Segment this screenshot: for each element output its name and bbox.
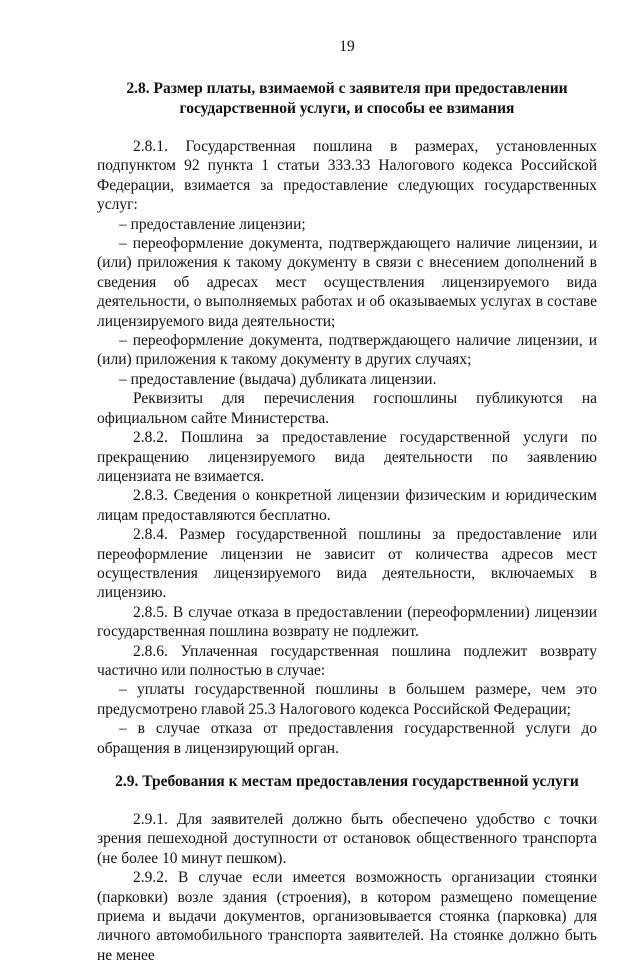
section-2-9-body bbox=[97, 810, 597, 965]
page-number: 19 bbox=[339, 38, 355, 55]
section-heading-2-8: 2.8. Размер платы, взимаемой с заявителя при предоставлении государственной услуги, и способы ее взимания bbox=[126, 80, 568, 117]
paragraph-2-9-2: 2.9.2. В случае если имеется возможность организации стоянки (парковки) возле здания (строения), в котором размещено помещение приема и выдачи документов, организовывается стоянка (парковка) для личного автомобильного транспорта заявителей. На стоянке должно быть не менее bbox=[97, 869, 597, 964]
paragraph-2-9-1: 2.9.1. Для заявителей должно быть обеспечено удобство с точки зрения пешеходной доступности от остановок общественного транспорта (не более 10 минут пешком). bbox=[97, 811, 597, 867]
paragraph-2-8-2: 2.8.2. Пошлина за предоставление государственной услуги по прекращению лицензируемого вида деятельности по заявлению лицензиата не взимается. bbox=[97, 429, 597, 485]
paragraph-2-8-1: 2.8.1. Государственная пошлина в размерах, установленных подпунктом 92 пункта 1 статьи 333.33 Налогового кодекса Российской Федерации, взимается за предоставление следующих государственных услуг: bbox=[97, 138, 597, 214]
list-item: – предоставление лицензии; bbox=[119, 215, 306, 233]
list-item: – предоставление (выдача) дубликата лицензии. bbox=[119, 370, 437, 388]
list-item: – переоформление документа, подтверждающего наличие лицензии, и (или) приложения к такому документу в связи с внесением дополнений в сведения об адресах мест осуществления лицензируемого вида деятельности, о выполняемых работах и об оказываемых услугах в составе лицензируемого вида деятельности; bbox=[97, 235, 597, 330]
paragraph-2-8-4: 2.8.4. Размер государственной пошлины за предоставление или переоформление лицензии не зависит от количества адресов мест осуществления лицензируемого вида деятельности, включаемых в лицензию. bbox=[97, 526, 597, 602]
list-item: – переоформление документа, подтверждающего наличие лицензии, и (или) приложения к такому документу в других случаях; bbox=[97, 332, 597, 369]
section-2-8-body bbox=[97, 137, 597, 758]
list-item: – уплаты государственной пошлины в большем размере, чем это предусмотрено главой 25.3 Налогового кодекса Российской Федерации; bbox=[97, 681, 597, 718]
list-item: – в случае отказа от предоставления государственной услуги до обращения в лицензирующий орган. bbox=[97, 720, 597, 757]
paragraph-2-8-6: 2.8.6. Уплаченная государственная пошлина подлежит возврату частично или полностью в случае: bbox=[97, 642, 597, 679]
paragraph-requisites: Реквизиты для перечисления госпошлины публикуются на официальном сайте Министерства. bbox=[97, 390, 597, 427]
paragraph-2-8-5: 2.8.5. В случае отказа в предоставлении (переоформлении) лицензии государственная пошлина возврату не подлежит. bbox=[97, 603, 597, 641]
section-heading-2-9: 2.9. Требования к местам предоставления государственной услуги bbox=[115, 773, 579, 790]
paragraph-2-8-3: 2.8.3. Сведения о конкретной лицензии физическим и юридическим лицам предоставляются бесплатно. bbox=[97, 487, 597, 524]
